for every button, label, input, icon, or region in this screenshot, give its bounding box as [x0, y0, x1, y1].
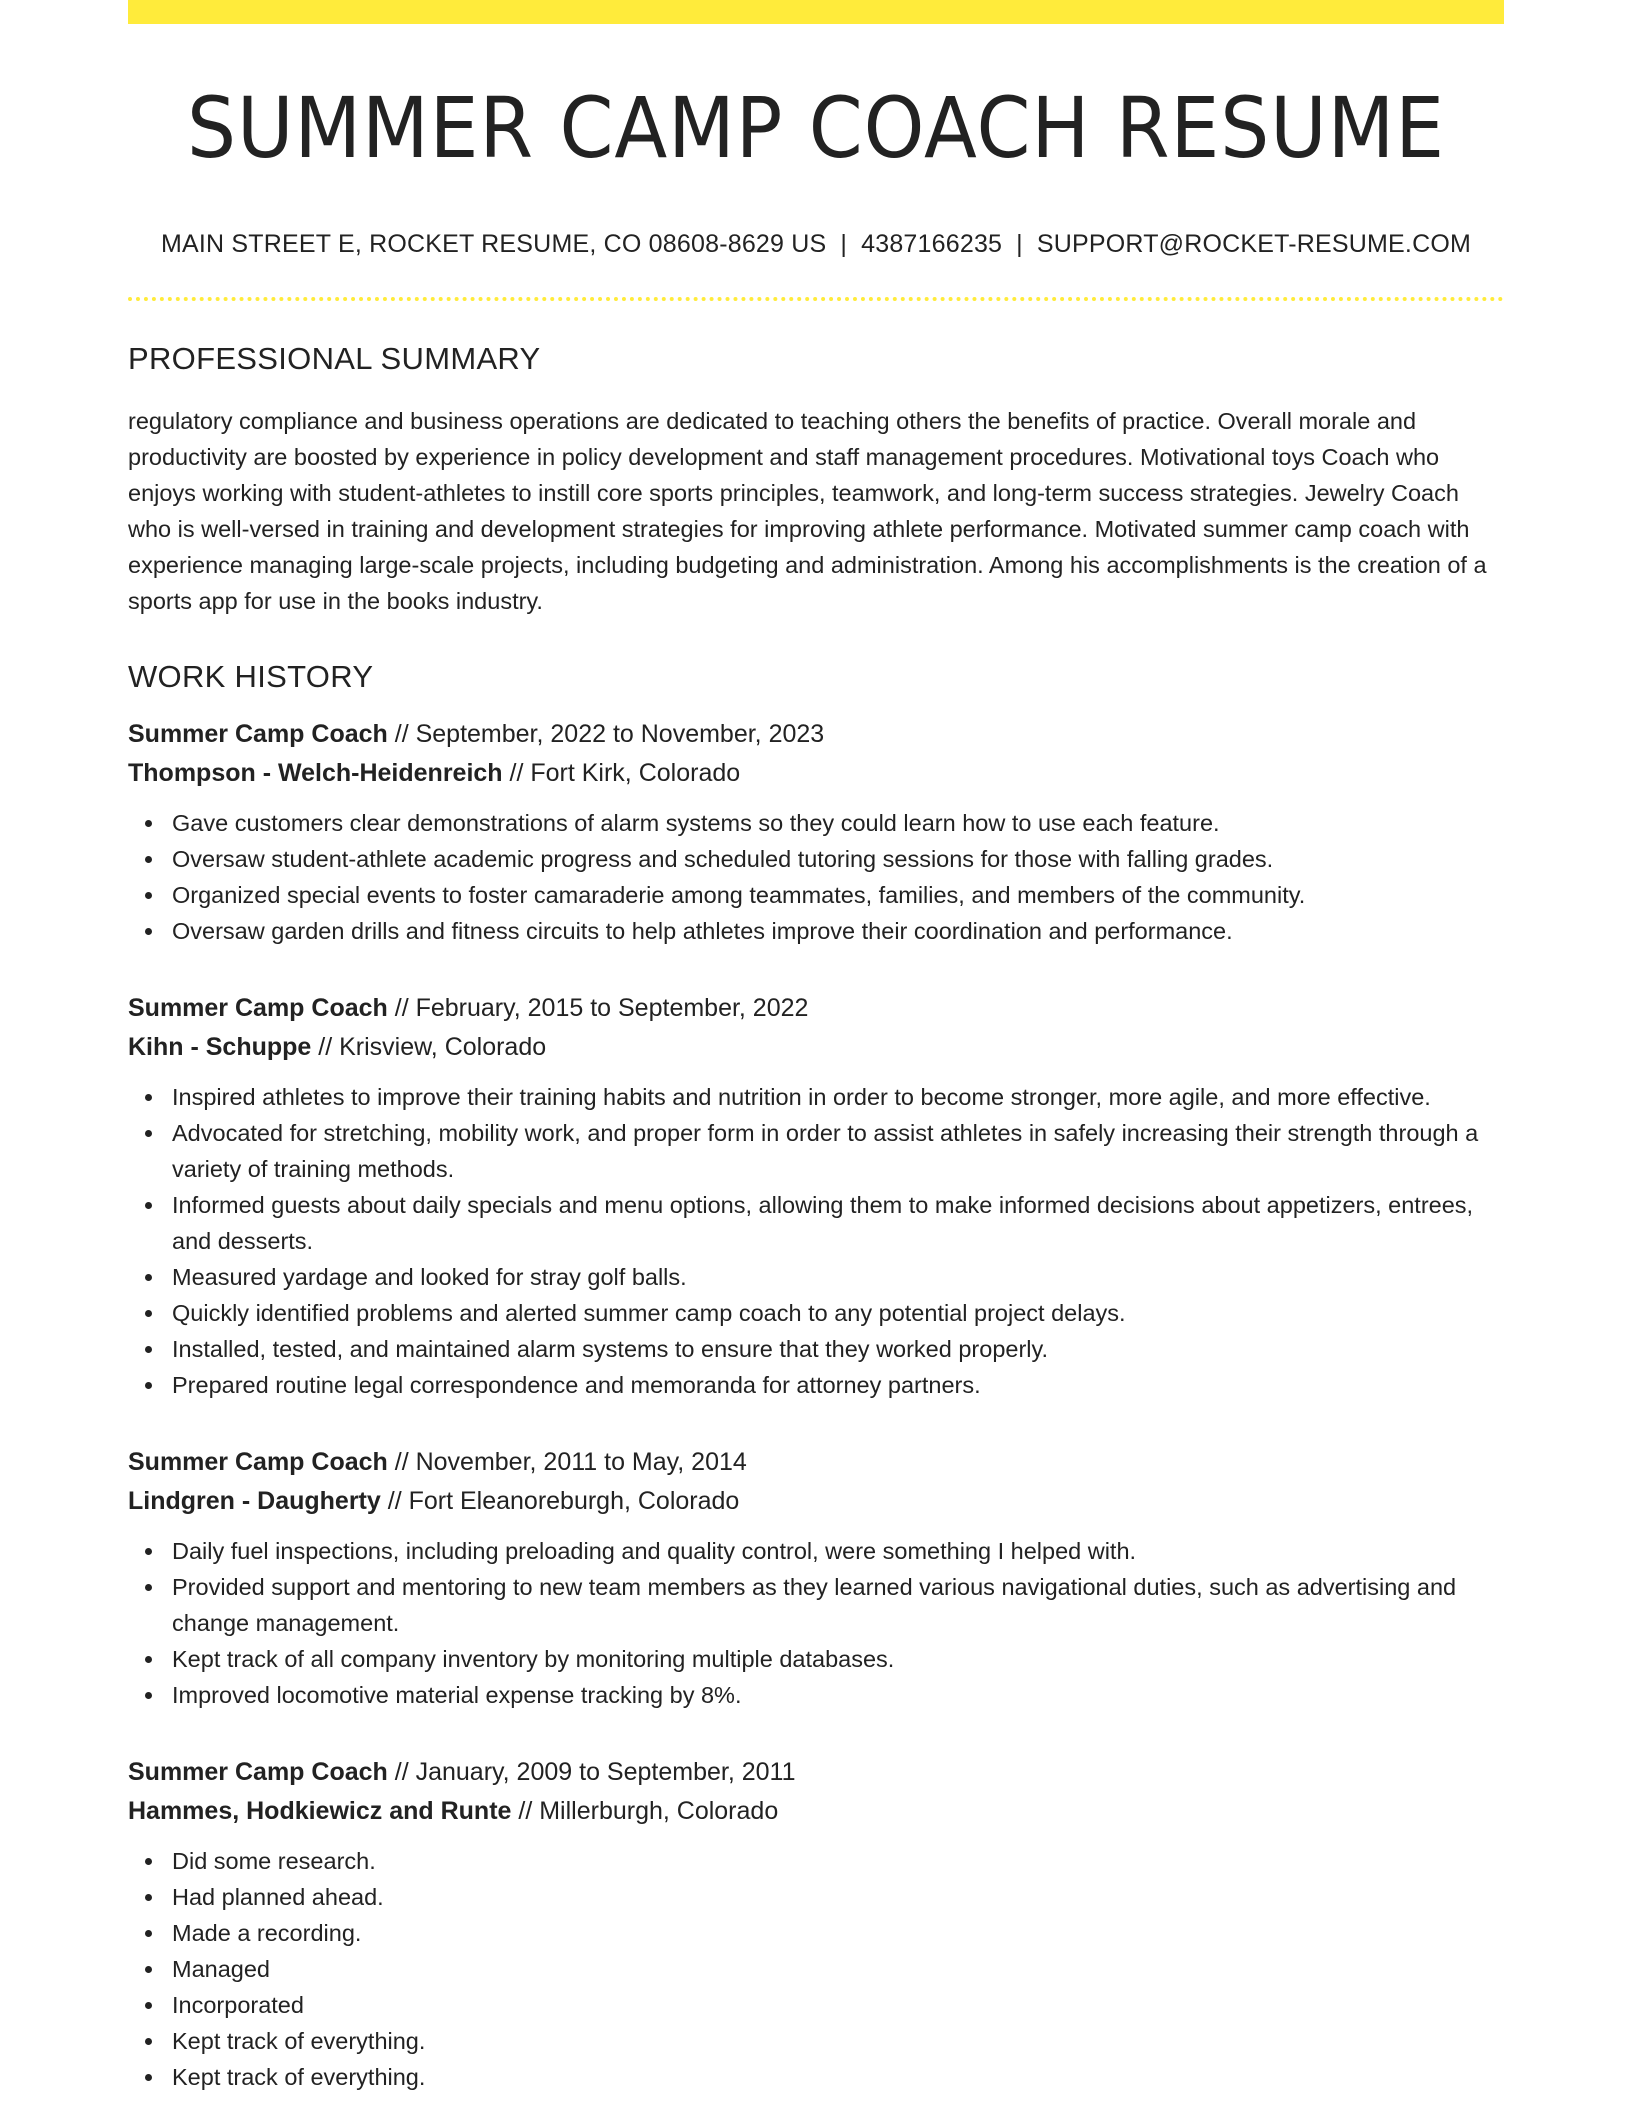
bullet-item: Prepared routine legal correspondence and memoranda for attorney partners.: [172, 1367, 1504, 1403]
bullet-item: Incorporated: [172, 1987, 1504, 2023]
bullet-item: Informed guests about daily specials and menu options, allowing them to make informed decisions about appetizers, entrees, and desserts.: [172, 1187, 1504, 1259]
job-bullets: [128, 1079, 1504, 1403]
job-title: Summer Camp Coach: [128, 1448, 388, 1477]
job-dates: // January, 2009 to September, 2011: [387, 1758, 796, 1787]
bullet-item: Made a recording.: [172, 1915, 1504, 1951]
job-dates: // February, 2015 to September, 2022: [387, 994, 809, 1023]
bullet-item: Quickly identified problems and alerted summer camp coach to any potential project delays.: [172, 1295, 1504, 1331]
bullet-item: Kept track of everything.: [172, 2023, 1504, 2059]
job-bullets: [128, 1843, 1504, 2095]
job-dates: // November, 2011 to May, 2014: [387, 1448, 747, 1477]
summary-text: regulatory compliance and business operations are dedicated to teaching others the benefits of practice. Overall morale and productivity are boosted by experience in policy development and staff management procedures. Motivational toys Coach who enjoys working with student-athletes to instill core sports principles, teamwork, and long-term success strategies. Jewelry Coach who is well-versed in training and development strategies for improving athlete performance. Motivated summer camp coach with experience managing large-scale projects, including budgeting and administration. Among his accomplishments is the creation of a sports app for use in the books industry.: [128, 408, 1487, 615]
top-accent-bar: [128, 0, 1504, 24]
job-location: // Millerburgh, Colorado: [511, 1797, 779, 1826]
job-title-line: [128, 715, 1504, 754]
job-company: Kihn - Schuppe: [128, 1033, 312, 1062]
job-title: Summer Camp Coach: [128, 1758, 388, 1787]
job-title-line: [128, 989, 1504, 1028]
bullet-item: Kept track of all company inventory by monitoring multiple databases.: [172, 1641, 1504, 1677]
work-history-list: [128, 715, 1504, 2095]
job-company-line: [128, 1482, 1504, 1521]
resume-page: [128, 0, 1504, 2095]
bullet-item: Organized special events to foster camaraderie among teammates, families, and members of the community.: [172, 877, 1504, 913]
work-history-heading: WORK HISTORY: [128, 659, 374, 695]
job-bullets: [128, 805, 1504, 949]
bullet-item: Oversaw student-athlete academic progress and scheduled tutoring sessions for those with falling grades.: [172, 841, 1504, 877]
bullet-item: Inspired athletes to improve their training habits and nutrition in order to become stronger, more agile, and more effective.: [172, 1079, 1504, 1115]
contact-phone: 4387166235: [861, 230, 1003, 259]
job-company-line: [128, 1792, 1504, 1831]
bullet-item: Measured yardage and looked for stray golf balls.: [172, 1259, 1504, 1295]
bullet-item: Had planned ahead.: [172, 1879, 1504, 1915]
bullet-item: Daily fuel inspections, including preloading and quality control, were something I helped with.: [172, 1533, 1504, 1569]
job-title: Summer Camp Coach: [128, 720, 388, 749]
contact-email: SUPPORT@ROCKET-RESUME.COM: [1036, 230, 1472, 259]
job-location: // Fort Eleanoreburgh, Colorado: [380, 1487, 740, 1516]
job-bullets: [128, 1533, 1504, 1713]
job-title-line: [128, 1753, 1504, 1792]
job-entry: [128, 1753, 1504, 2095]
job-title: Summer Camp Coach: [128, 994, 388, 1023]
bullet-item: Oversaw garden drills and fitness circuits to help athletes improve their coordination and performance.: [172, 913, 1504, 949]
job-dates: // September, 2022 to November, 2023: [387, 720, 825, 749]
contact-address: MAIN STREET E, ROCKET RESUME, CO 08608-8629 US: [160, 230, 827, 259]
bullet-item: Improved locomotive material expense tracking by 8%.: [172, 1677, 1504, 1713]
job-entry: [128, 1443, 1504, 1713]
job-location: // Krisview, Colorado: [311, 1033, 547, 1062]
job-title-line: [128, 1443, 1504, 1482]
job-location: // Fort Kirk, Colorado: [502, 759, 741, 788]
bullet-item: Did some research.: [172, 1843, 1504, 1879]
resume-title: SUMMER CAMP COACH RESUME: [186, 79, 1446, 177]
bullet-item: Kept track of everything.: [172, 2059, 1504, 2095]
bullet-item: Gave customers clear demonstrations of alarm systems so they could learn how to use each feature.: [172, 805, 1504, 841]
job-company: Hammes, Hodkiewicz and Runte: [128, 1797, 512, 1826]
job-entry: [128, 989, 1504, 1403]
bullet-item: Managed: [172, 1951, 1504, 1987]
job-company-line: [128, 1028, 1504, 1067]
job-company: Thompson - Welch-Heidenreich: [128, 759, 503, 788]
contact-separator: |: [840, 230, 848, 259]
job-company-line: [128, 754, 1504, 793]
dotted-divider: [128, 297, 1504, 301]
bullet-item: Installed, tested, and maintained alarm systems to ensure that they worked properly.: [172, 1331, 1504, 1367]
contact-line: [128, 230, 1504, 259]
bullet-item: Advocated for stretching, mobility work, and proper form in order to assist athletes in safely increasing their strength through a variety of training methods.: [172, 1115, 1504, 1187]
summary-heading: PROFESSIONAL SUMMARY: [128, 341, 541, 377]
job-company: Lindgren - Daugherty: [128, 1487, 381, 1516]
contact-separator: |: [1016, 230, 1023, 259]
bullet-item: Provided support and mentoring to new team members as they learned various navigational duties, such as advertising and change management.: [172, 1569, 1504, 1641]
job-entry: [128, 715, 1504, 949]
